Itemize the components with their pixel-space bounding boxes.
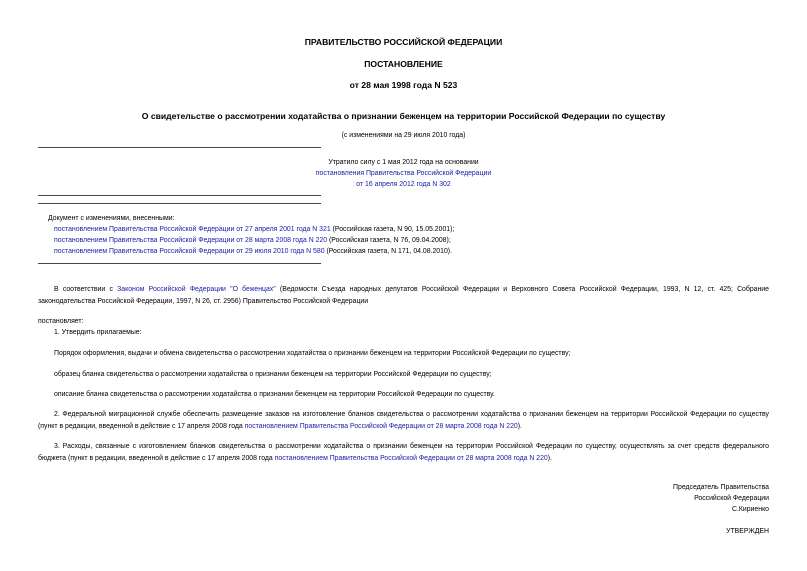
changes-link-2[interactable]: постановлением Правительства Российской Федерации от 28 марта 2008 года N 220 xyxy=(54,237,328,244)
divider xyxy=(38,203,321,204)
preamble-paragraph: В соответствии с Законом Российской Федерации "О беженцах" (Ведомости Съезда народных депутатов Российской Федерации и Верховного Совета Российской Федерации, 1993, N 12, ст. 425; Собрание законодательства Российской Федерации, 1997, N 26, ст. 2956) Правительство Российской Федерации xyxy=(38,286,769,305)
changes-item: постановлением Правительства Российской Федерации от 29 июля 2010 года N 580 (Российская газета, N 171, 04.08.2010). xyxy=(54,248,453,255)
doc-subtitle: (с изменениями на 29 июля 2010 года) xyxy=(341,132,466,139)
changes-link-3[interactable]: постановлением Правительства Российской Федерации от 29 июля 2010 года N 580 xyxy=(54,248,325,255)
divider xyxy=(38,195,321,196)
item-1a: Порядок оформления, выдачи и обмена свидетельства о рассмотрении ходатайства о признании беженцем на территории Российской Федерации по существу; xyxy=(54,350,571,357)
doc-title: О свидетельстве о рассмотрении ходатайства о признании беженцем на территории Российской Федерации по существу xyxy=(141,111,666,121)
item-2-link[interactable]: постановлением Правительства Российской Федерации от 28 марта 2008 года N 220 xyxy=(244,422,518,430)
changes-item: постановлением Правительства Российской Федерации от 27 апреля 2001 года N 321 (Российская газета, N 90, 15.05.2001); xyxy=(54,226,455,233)
signature-block xyxy=(673,482,769,515)
item-1: 1. Утвердить прилагаемые: xyxy=(54,329,142,336)
changes-intro: Документ с изменениями, внесенными: xyxy=(48,215,175,222)
status-note-line: Утратило силу с 1 мая 2012 года на основании xyxy=(328,159,479,166)
signature-name: С.Кириенко xyxy=(732,506,769,513)
signature-line: Председатель Правительства xyxy=(673,484,769,491)
decree-word: постановляет: xyxy=(38,318,84,325)
changes-item: постановлением Правительства Российской Федерации от 28 марта 2008 года N 220 (Российская газета, N 76, 09.04.2008); xyxy=(54,237,451,244)
item-1c: описание бланка свидетельства о рассмотрении ходатайства о признании беженцем на территории Российской Федерации по существу. xyxy=(54,391,495,398)
signature-line: Российской Федерации xyxy=(694,495,769,502)
item-3-link[interactable]: постановлением Правительства Российской Федерации от 28 марта 2008 года N 220 xyxy=(274,454,548,462)
item-2: 2. Федеральной миграционной службе обеспечить размещение заказов на изготовление бланков свидетельства о рассмотрении ходатайства о признании беженцем на территории Российской Федерации по существу (пункт в редакции, введенной в действие с 17 апреля 2008 года постановлением Правительства Российской Федерации от 28 марта 2008 года N 220). xyxy=(38,411,769,430)
law-link[interactable]: Законом Российской Федерации "О беженцах" xyxy=(117,286,276,293)
doc-type: ПОСТАНОВЛЕНИЕ xyxy=(364,59,443,69)
divider xyxy=(38,147,321,148)
status-note-link-1[interactable]: постановления Правительства Российской Федерации xyxy=(315,170,492,177)
approved-label: УТВЕРЖДЕН xyxy=(726,528,769,535)
org-name: ПРАВИТЕЛЬСТВО РОССИЙСКОЙ ФЕДЕРАЦИИ xyxy=(304,37,503,47)
status-note-link-2[interactable]: от 16 апреля 2012 года N 302 xyxy=(356,181,451,188)
changes-link-1[interactable]: постановлением Правительства Российской Федерации от 27 апреля 2001 года N 321 xyxy=(54,226,331,233)
changes-block xyxy=(48,213,768,257)
doc-date-number: от 28 мая 1998 года N 523 xyxy=(349,80,458,90)
status-note xyxy=(0,157,807,190)
divider xyxy=(38,263,321,264)
item-3: 3. Расходы, связанные с изготовлением бланков свидетельства о рассмотрении ходатайства о признании беженцем на территории Российской Федерации по существу, осуществлять за счет средств федерального бюджета (пункт в редакции, введенной в действие с 17 апреля 2008 года постановлением Правительства Российской Федерации от 28 марта 2008 года N 220). xyxy=(38,443,769,462)
item-1b: образец бланка свидетельства о рассмотрении ходатайства о признании беженцем на территории Российской Федерации по существу; xyxy=(54,371,492,378)
